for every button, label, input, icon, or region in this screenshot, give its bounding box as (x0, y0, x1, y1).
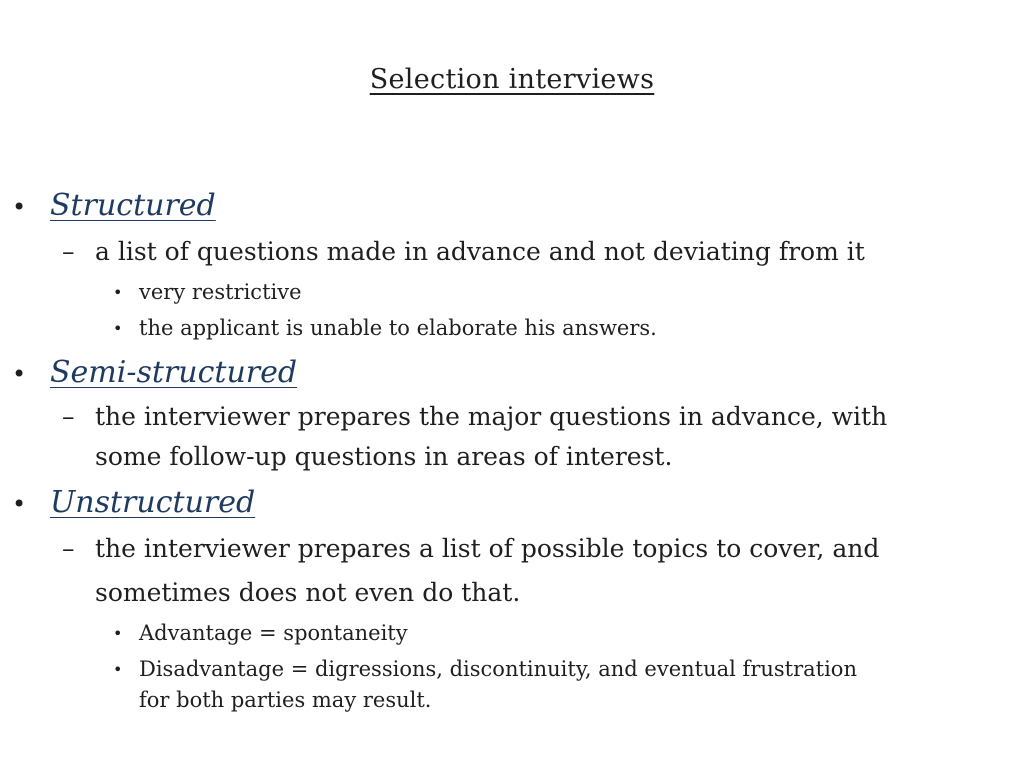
section-description-line: sometimes does not even do that. (95, 578, 521, 607)
bullet-icon: • (113, 624, 123, 643)
section-description-line: a list of questions made in advance and not deviating from it (95, 237, 865, 266)
bullet-icon: • (113, 283, 123, 302)
section-point: Advantage = spontaneity (139, 621, 408, 645)
bullet-icon: • (113, 660, 123, 679)
section-point: Disadvantage = digressions, discontinuity, and eventual frustration (139, 657, 857, 681)
section-point: the applicant is unable to elaborate his answers. (139, 316, 657, 340)
section-heading-unstructured: Unstructured (50, 485, 256, 520)
dash-icon: – (62, 237, 75, 266)
bullet-icon: • (12, 490, 27, 518)
section-point: very restrictive (139, 280, 302, 304)
section-description-line: some follow-up questions in areas of interest. (95, 442, 673, 471)
section-description-line: the interviewer prepares a list of possible topics to cover, and (95, 534, 880, 563)
bullet-icon: • (113, 319, 123, 338)
bullet-icon: • (12, 360, 27, 388)
dash-icon: – (62, 534, 75, 563)
section-heading-structured: Structured (50, 188, 216, 223)
section-point-continuation: for both parties may result. (139, 688, 432, 712)
slide-title: Selection interviews (369, 64, 655, 95)
dash-icon: – (62, 402, 75, 431)
section-heading-semi-structured: Semi-structured (50, 355, 298, 390)
section-description-line: the interviewer prepares the major questions in advance, with (95, 402, 888, 431)
bullet-icon: • (12, 193, 27, 221)
